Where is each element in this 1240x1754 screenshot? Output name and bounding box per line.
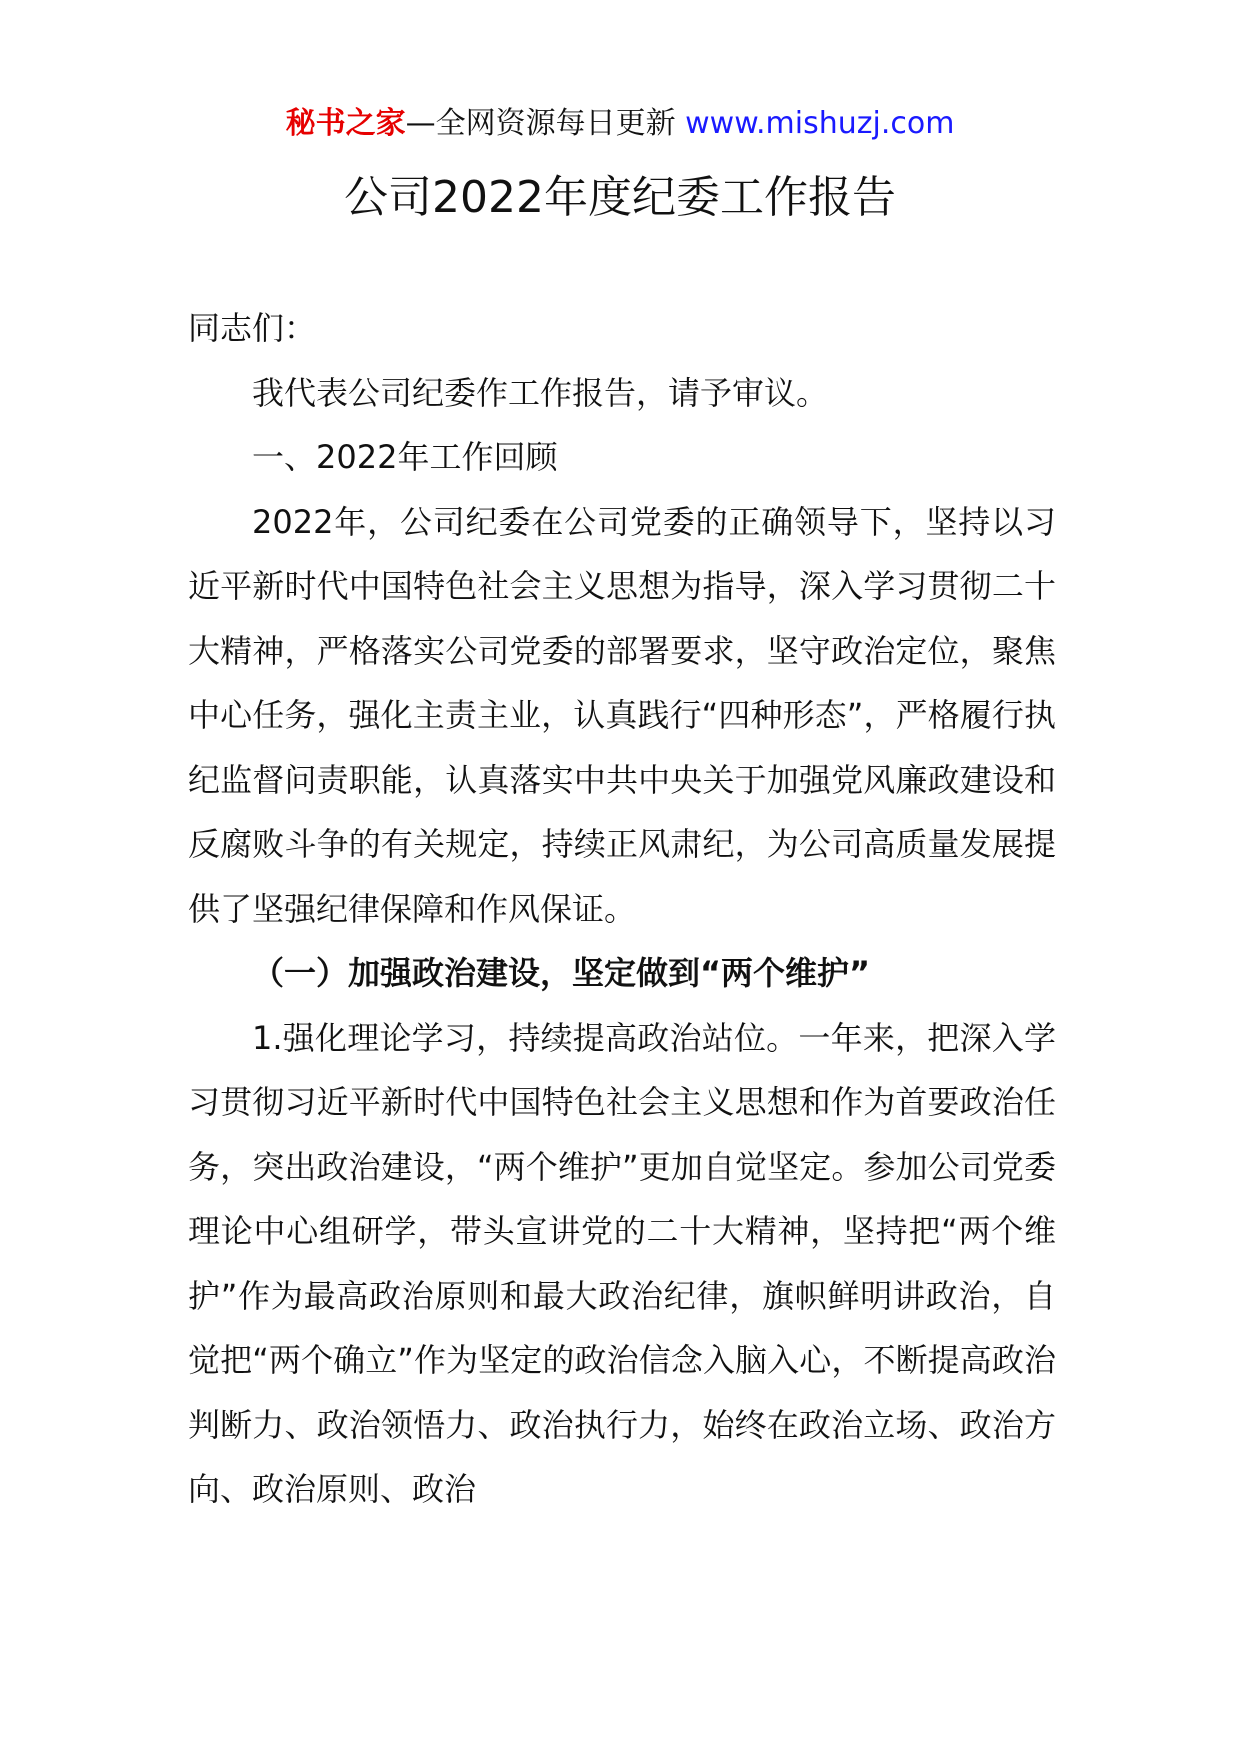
section-heading: 一、2022年工作回顾 [252,438,558,476]
document-body [188,296,1056,1522]
subsection-heading: （一）加强政治建设，坚定做到“两个维护” [252,954,871,992]
site-url-link[interactable]: www.mishuzj.com [685,106,955,141]
section-body-paragraph: 2022年，公司纪委在公司党委的正确领导下，坚持以习近平新时代中国特色社会主义思想为指导，深入学习贯彻二十大精神，严格落实公司党委的部署要求，坚守政治定位，聚焦中心任务，强化主责主业，认真践行“四种形态”，严格履行执纪监督问责职能，认真落实中共中央关于加强党风廉政建设和反腐败斗争的有关规定，持续正风肃纪，为公司高质量发展提供了坚强纪律保障和作风保证。 [188,502,1056,928]
header-tagline: —全网资源每日更新 [405,106,676,141]
intro-paragraph: 我代表公司纪委作工作报告，请予审议。 [252,373,829,412]
item-paragraph: 1.强化理论学习，持续提高政治站位。一年来，把深入学习贯彻习近平新时代中国特色社会主义思想和作为首要政治任务，突出政治建设，“两个维护”更加自觉坚定。参加公司党委理论中心组研学，带头宣讲党的二十大精神，坚持把“两个维护”作为最高政治原则和最大政治纪律，旗帜鲜明讲政治，自觉把“两个确立”作为坚定的政治信念入脑入心，不断提高政治判断力、政治领悟力、政治执行力，始终在政治立场、政治方向、政治原则、政治 [188,1018,1056,1508]
brand-name: 秘书之家 [285,106,406,141]
document-title: 公司2022年度纪委工作报告 [344,172,896,223]
site-header [0,102,1240,146]
salutation: 同志们： [188,309,317,347]
